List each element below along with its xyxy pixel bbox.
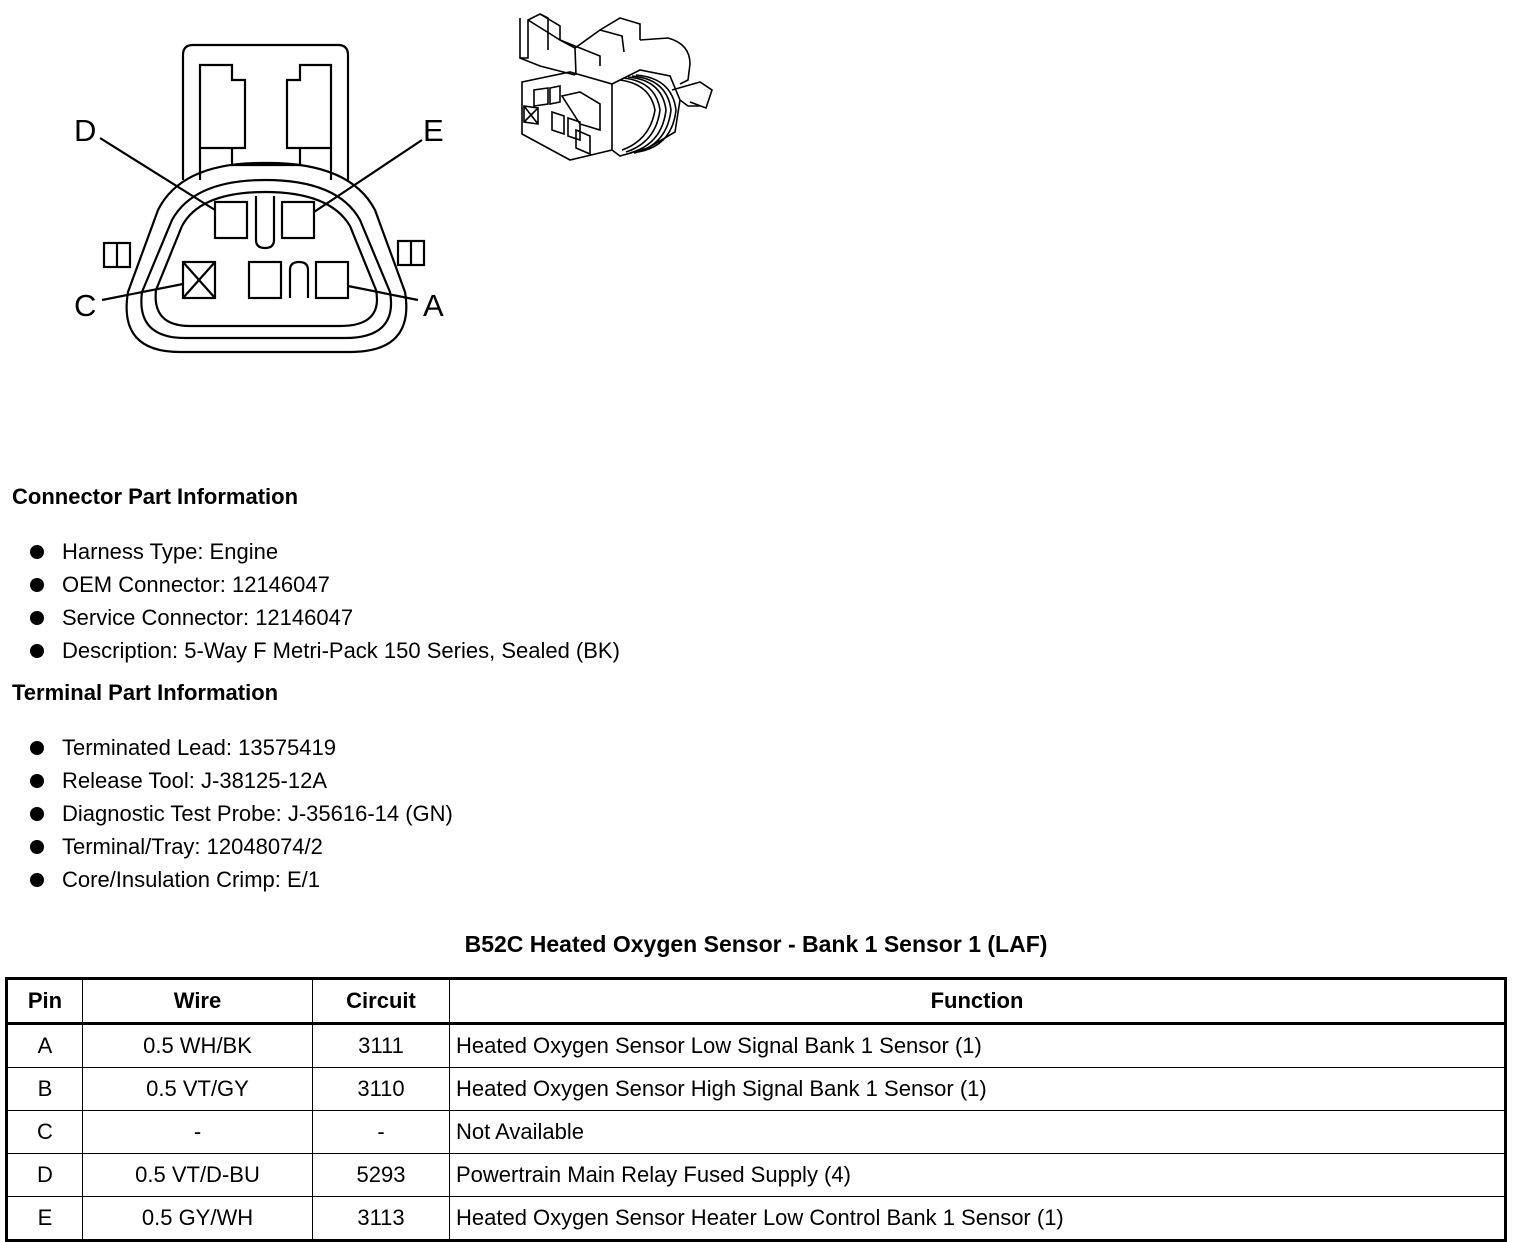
column-header-wire: Wire [83,979,313,1024]
list-item: Terminal/Tray: 12048074/2 [28,830,453,863]
connector-part-info-list [28,535,620,667]
bullet-icon [30,873,44,887]
bullet-icon [30,741,44,755]
list-item: Terminated Lead: 13575419 [28,731,453,764]
bullet-icon [30,611,44,625]
cavity-b [249,262,281,298]
cell-wire: 0.5 WH/BK [83,1024,313,1068]
table-row [7,1024,1506,1068]
cell-circuit: 5293 [313,1154,450,1197]
list-item: Harness Type: Engine [28,535,620,568]
cell-circuit: - [313,1111,450,1154]
cavity-d [215,202,247,238]
cell-pin: D [7,1154,83,1197]
bullet-icon [30,545,44,559]
pin-label-e: E [423,113,444,148]
table-row [7,1197,1506,1241]
cell-function: Powertrain Main Relay Fused Supply (4) [450,1154,1506,1197]
cell-function: Heated Oxygen Sensor Heater Low Control Bank 1 Sensor (1) [450,1197,1506,1241]
cell-circuit: 3113 [313,1197,450,1241]
cell-wire: 0.5 GY/WH [83,1197,313,1241]
cell-circuit: 3110 [313,1068,450,1111]
column-header-circuit: Circuit [313,979,450,1024]
bullet-icon [30,807,44,821]
connector-3d-illustration [520,14,712,160]
pin-letter-labels [74,113,444,323]
cell-function: Heated Oxygen Sensor High Signal Bank 1 Sensor (1) [450,1068,1506,1111]
terminal-part-info-heading: Terminal Part Information [12,680,279,705]
list-item: Description: 5-Way F Metri-Pack 150 Series, Sealed (BK) [28,634,620,667]
pin-label-d: D [74,113,97,148]
cell-function: Heated Oxygen Sensor Low Signal Bank 1 Sensor (1) [450,1024,1506,1068]
bullet-icon [30,774,44,788]
list-item: Core/Insulation Crimp: E/1 [28,863,453,896]
list-item: OEM Connector: 12146047 [28,568,620,601]
column-header-function: Function [450,979,1506,1024]
cell-pin: C [7,1111,83,1154]
connector-diagram [0,0,760,400]
cell-pin: A [7,1024,83,1068]
pin-label-a: A [423,288,444,323]
table-row [7,1111,1506,1154]
column-header-pin: Pin [7,979,83,1024]
cell-function: Not Available [450,1111,1506,1154]
bullet-icon [30,578,44,592]
list-item: Service Connector: 12146047 [28,601,620,634]
cavity-a [316,262,348,298]
pinout-table [5,977,1507,1242]
list-item: Diagnostic Test Probe: J-35616-14 (GN) [28,797,453,830]
cell-pin: E [7,1197,83,1241]
connector-face-view [100,45,424,352]
pin-label-c: C [74,288,97,323]
table-row [7,1154,1506,1197]
bullet-icon [30,840,44,854]
terminal-part-info-list [28,731,453,896]
connector-part-info-heading: Connector Part Information [12,484,299,509]
table-header-row [7,979,1506,1024]
cell-pin: B [7,1068,83,1111]
table-title: B52C Heated Oxygen Sensor - Bank 1 Sensor 1 (LAF) [464,931,1048,957]
cell-circuit: 3111 [313,1024,450,1068]
cavity-e [282,202,314,238]
cell-wire: 0.5 VT/D-BU [83,1154,313,1197]
list-item: Release Tool: J-38125-12A [28,764,453,797]
table-row [7,1068,1506,1111]
cell-wire: - [83,1111,313,1154]
bullet-icon [30,644,44,658]
cell-wire: 0.5 VT/GY [83,1068,313,1111]
